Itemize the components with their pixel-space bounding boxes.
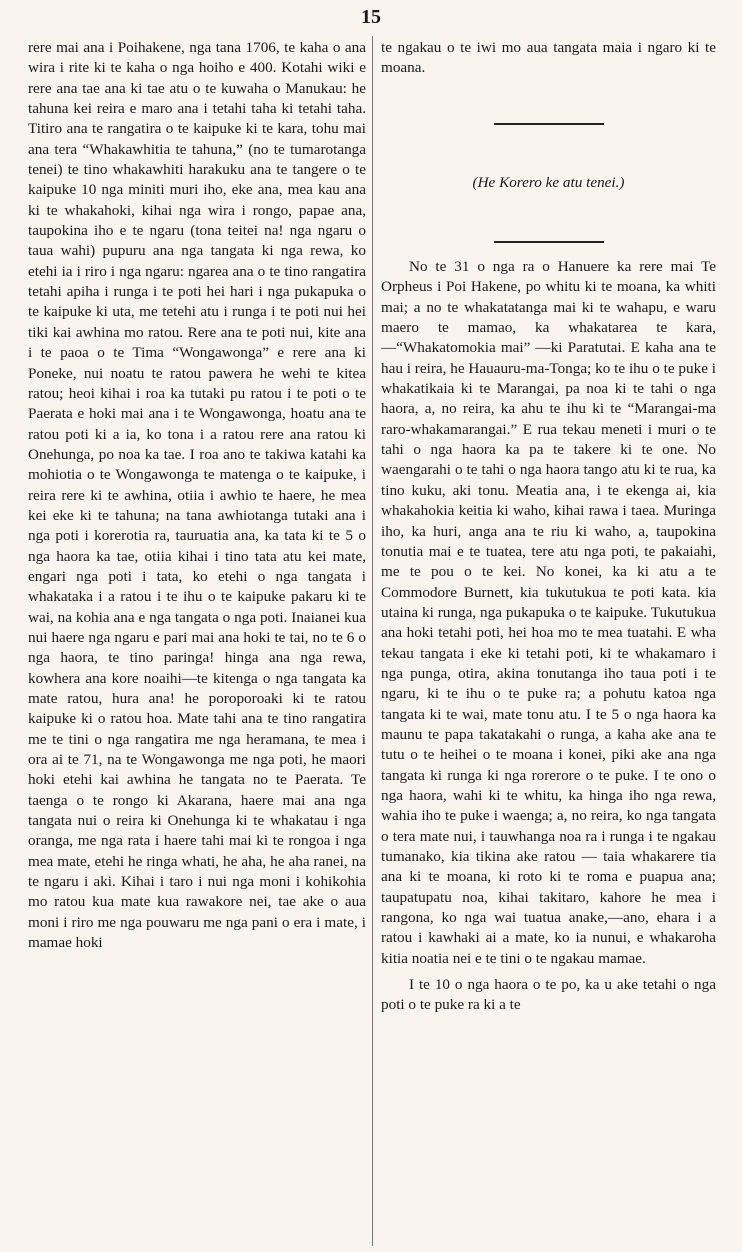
right-paragraph-1: No te 31 o nga ra o Hanuere ka rere mai Te Orpheus i Poi Hakene, po whitu ki te moana, ka whiti mai; a no te whakatatanga mai ki te wahapu, e waru maero te mamao, ka whakatarea te kara,—“Whakatomokia mai” —ki Paratutai. E kaha ana te hau i reira, he Hauauru-ma-Tonga; ko te ihu o te puke i whakatikaia ki te Marangai, pa noa ki te tahi o nga haora, a, no reira, ka ahu te ihu ki te “Marangai-ma raro-whakamarangai.” E rua tekau meneti i muri o te tahi o nga haora ka pa te takere ki te one. No waengarahi o te tahi o nga haora tango atu ki te rua, ka tino kuku, aki tonu. Meatia ana, i te ekenga ai, kia whakahokia keitia ki waho, kihai rawa i taea. Muringa iho, ka huri, anga ana te riu ki waho, a, taupokina tonutia mai e te tuatea, tere atu nga poti, te pakaiahi, me te pou o te kei. No konei, ka ki atu a te Commodore Burnett, kia tukutukua te poti kata. kia utaina ki runga, nga pukapuka o te kaipuke. Tukutukua ana hoki tetahi poti, hei hoa mo te mea tuatahi. E wha tekau tangata i eke ki tetahi poti, ki te whakamaro i nga punga, otira, akina tonutanga iho taua poti i te ngaru, ki te ihu o te puke ra; a pohutu katoa nga tangata ki te wai, mate tonu atu. I te 5 o nga haora ka maunu te papa takatakahi o runga, a kaha ake ana te tutu o te heihei o te moana i konei, piki ake ana nga tangata ki runga ki nga rorerore o te puke. I te ono o nga haora, wahi ki te whitu, ka hinga iho nga rewa, wahia iho te puke i waenga; a, no reira, ko nga tangata o tera mate nui, i tauwhanga noa ra i runga i te ngakau tumanako, kia tikina ake ratou — taia whakarere tia ana ki te moana, ki roto ki te roma e puapua ana; taupatupatu noa, kihai takitaro, kahore he mea i rangona, ko nga wai tuatua anake,—ano, ehara i a ratou i kawhaki ai a mate, ko ia nunui, e whakaroha kitia noatia nei e te tini o te ngakau mamae.: [381, 258, 716, 967]
right-paragraph-2: I te 10 o nga haora o te po, ka u ake tetahi o nga poti o te puke ra ki a te: [381, 976, 716, 1014]
left-column-text: rere mai ana i Poihakene, nga tana 1706, te kaha o ana wira i rite ki te kaha o nga hoiho e 400. Kotahi wiki e rere ana tae ana ki tae atu o te kuwaha o Manukau: he tahuna kei reira e maro ana i tetahi taha ki tetahi taha. Titiro ana te rangatira o te kaipuke ki te kara, tohu mai ana tera “Whakawhitia te tahuna,” (no te tumarotanga tenei) te tino whakawhiti harakuku ana te tangere o te kaipuke 10 nga miniti muri iho, eke ana, mea kau ana ki te whakahoki, kihai nga wira i rongo, papae ana, taupokina iho e te ngaru (tona teitei na! nga ngaru o taua wahi) pupuru ana nga tangata ki nga rewa, ko etehi ia i riro i nga ngaru: ngarea ana o te tino rangatira tetahi apiha i runga i te poti hei hari i nga pukapuka o te kaipuke ki uta, me tetehi atu i runga i te poti nui hei tiki kai awhina mo ratou. Rere ana te poti nui, kite ana i te paoa o te Tima “Wongawonga” e rere ana ki Poneke, nui noatu te ratou pawera he wehi te kitea ratou; heoi kihai i roa ka tutaki pu ratou i te poti o te Paerata e hoki mai ana i te Wongawonga, hoatu ana te ratou poti ki a ia, ko tona i a ratou rere ana ratou ki Onehunga, po noa ka tae. I roa ano te takiwa katahi ka mohiotia o te Wongawonga te matenga o te kaipuke, i reira rere ki te awhina, otiia i awhio te haere, he mea kei eke ki te tahuna; na tana awhiotanga tutaki ana i nga poti i korerotia ra, tauruatia ana, ka tata ki te 5 o nga haora ka tae, otiia kihai i tino tata atu kei mate, engari nga poti i tata, ko etehi o nga tangata i whakataka i a ratou i te ihu o te kaipuke pakaru ki te wai, na kohia ana e nga tangata o nga poti. Inaianei kua nui haere nga ngaru e pari mai ana hoki te tai, no te 6 o nga haora, te tino paringa! hinga ana nga rewa, kowhera ana kore noaihi—te kitenga o nga tangata ka mate ratou, hura ana! he poroporoaki ki te ratou kaipuke ki o ratou hoa. Mate tahi ana te tino rangatira me te tini o nga rangatira me nga heramana, te mea i ora ai te 71, na te Wongawonga me nga poti, he maori hoki etehi kai awhina he tangata no te Paerata. Te taenga o te rongo ki Akarana, haere mai ana nga tangata nui o reira ki Onehunga ki te whakatau i nga oranga, me nga rata i haere tahi mai ki te rongoa i nga mea mate, etehi he ringa whati, he aha, he aha ranei, na te ngaru i aki. Kihai i taro i nui nga moni i kohikohia mo ratou kua mate kua rawakore nei, tae ake o aua moni i riro me nga pouwaru me nga pani o era i mate, i mamae hoki: [28, 39, 366, 952]
section-rule-bottom: [494, 241, 604, 243]
column-divider: [372, 36, 373, 1246]
left-column: [28, 38, 366, 953]
right-intro-text: te ngakau o te iwi mo aua tangata maia i ngaro ki te moana.: [381, 39, 716, 77]
page-number: 15: [361, 6, 381, 28]
section-heading: (He Korero ke atu tenei.): [472, 173, 625, 191]
section-rule-top: [494, 123, 604, 125]
right-column: [381, 38, 716, 1016]
